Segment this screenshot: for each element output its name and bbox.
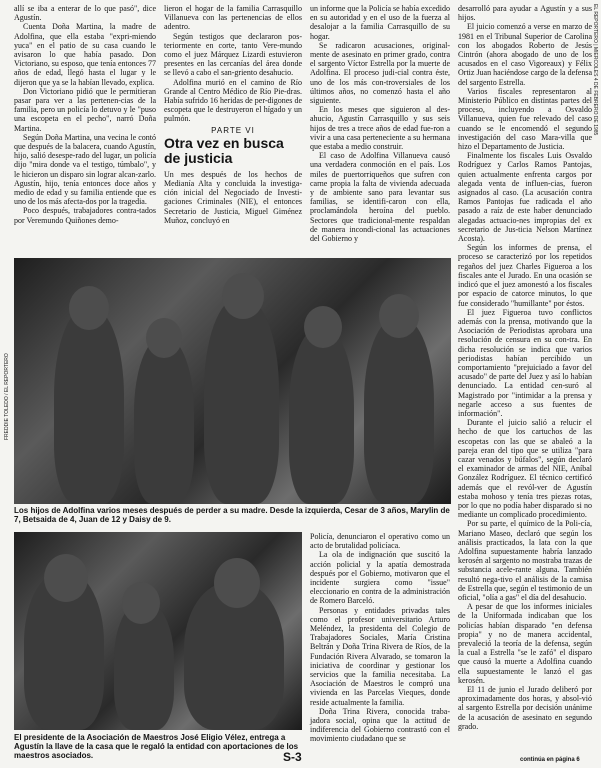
- column-3-bottom-paragraph: Doña Trina Rivera, conocida traba-jadora social, opina que la actitud de indiferencia del Gobierno contrastó con el movimiento ciudadano que se: [310, 706, 450, 744]
- column-1-text: [14, 4, 156, 225]
- column-4-paragraph: El 11 de junio el Jurado deliberó por aproximadamente dos horas, y absol-vió al sargento Estrella por decisión unánime de la acusación de asesinato en segundo grado.: [458, 685, 592, 731]
- column-4-paragraph: Finalmente los fiscales Luis Osvaldo Rodríguez y Carlos Ramos Pantojas, quien actualmente enfrenta cargos por alegada venta de influen-cias, fueron asignados al caso. (La acusación contra Ramos Pantojas fue radicada el año pasado a raíz de este haber denunciado alegadas actuacio-nes impropias del ex secretario de Jus-ticia Nelson Martínez Acosta).: [458, 151, 592, 244]
- column-3-paragraph: En los meses que siguieron al des-ahucio, Agustín Carrasquillo y sus seis hijos de tres a trece años de edad fue-ron a vivir a una casa perteneciente a su hermana que estaba a medio construir.: [310, 105, 450, 152]
- column-1-paragraph: Según Doña Martina, una vecina le contó que después de la balacera, cuando Agustín, hijo, salió desespe-rado del lugar, un policía dijo "mira donde va el testigo, túmbalo", y le hicieron un disparo sin lograr alcan-zarlo. Agustín, hijo, tenía entonces doce años y medio de edad y su familia entiende que es uno de los más afecta-dos por la tragedia.: [14, 132, 156, 207]
- column-1-paragraph: Cuenta Doña Martina, la madre de Adolfina, que ella estaba "expri-miendo yuca" en el patio de su casa cuando le avisaron lo que había pasado. Don Victoriano, su esposo, que tenía entonces 77 años de edad, llegó hasta el lugar y le dijeron que ya se la habían llevado, explica.: [14, 22, 156, 87]
- column-2-paragraph: Adolfina murió en el camino de Río Grande al Centro Médico de Río Pie-dras. Había sufrido 16 heridas de per-digones de escopeta que le destruyeron el hígado y un pulmón.: [164, 77, 302, 124]
- column-3-paragraph: un informe que la Policía se había excedido en su autoridad y en el uso de la fuerza al desalojar a la familia Carrasquillo de su hogar.: [310, 4, 450, 41]
- children-photo: [14, 258, 451, 504]
- column-2-paragraph: lieron el hogar de la familia Carrasquillo Villanueva con las pertenencias de ellos adentro.: [164, 4, 302, 32]
- column-2-after-paragraph: Un mes después de los hechos de Medianía Alta y concluida la investiga-ción inicial del Negociado de Investi-gaciones Criminales (NIE), el entonces Secretario de Justicia, Miguel Giménez Muñoz, concluyó en: [164, 169, 302, 225]
- column-1-paragraph: Don Victoriano pidió que le permitieran pasar para ver a las pertenen-cias de la familia, pero un policía lo detuvo y le "puso una escopeta en el pecho", narró Doña Martina.: [14, 86, 156, 133]
- headline: Otra vez en busca de justicia: [164, 134, 284, 166]
- column-2-text: [164, 4, 302, 225]
- column-4-paragraph: Varios fiscales representaron al Ministerio Público en distintas partes del proceso, incluyendo a Osvaldo Villanueva, quien fue relevado del caso cuando se le encomendó el segundo investigación del caso Mara-villa que hizo el Departamento de Justicia.: [458, 86, 592, 152]
- column-3-paragraph: El caso de Adolfina Villanueva causó una verdadera conmoción en el país. Los miles de puertorriqueños que sufren con carne propia la falta de vivienda adecuada y de ambiente sano para levantar sus familias, se identifi-caron con ella, proclamándola heroína del pueblo. Sectores que tradicional-mente respaldan de manera incondi-cional las actuaciones del Gobierno y: [310, 151, 450, 244]
- key-handover-caption: El presidente de la Asociación de Maestros José Eligio Vélez, entrega a Agustín la llave de la casa que le regaló la entidad con aportaciones de los maestros asociados.: [14, 733, 299, 761]
- column-4-paragraph: Por su parte, el químico de la Poli-cía, Mariano Maseo, declaró que según los análisis practicados, la lata con la que Adolfina supuestamente habría lanzado kerosén al sargento no mostraba trazas de substancia acele-rante alguna. También resultó nega-tivo el análisis de la camisa de Estrella que, según el testimonio de un oficial, "olía a gas" el día del desahucio.: [458, 519, 592, 602]
- column-3-bottom-paragraph: Personas y entidades privadas tales como el profesor universitario Arturo Meléndez, la presidenta del Colegio de Trabajadores Sociales, María Cristina Beltrán y Doña Trina Rivera de Ríos, de la Fundación Rivera Alvarado, se tomaron la iniciativa de coordinar y gestionar los servicios que la familia necesitaba. La Asociación de Maestros le compró una vivienda en las Parcelas Vieques, donde reside actualmente la familia.: [310, 605, 450, 707]
- column-2-paragraph: Según testigos que declararon pos-teriormente en corte, tanto Vere-mundo como el juez Márquez Lizardi estuvieron presentes en las cercanías del área donde se llevó a cabo el san-griento desahucio.: [164, 31, 302, 78]
- column-1-paragraph: Poco después, trabajadores contra-tados por Veremundo Quiñones demo-: [14, 206, 156, 225]
- column-4-paragraph: desarrolló para ayudar a Agustín y a sus hijos.: [458, 4, 592, 23]
- photo-credit: FREDDIE TOLEDO / EL REPORTERO: [4, 353, 10, 440]
- column-3-bottom-text: [310, 532, 450, 744]
- column-3-bottom-paragraph: La ola de indignación que suscitó la acción policial y la apatía demostrada después por el Gobierno, motivaron que el incidente surgiera como "issue" eleccionario en contra de la administración de Romero Barceló.: [310, 550, 450, 606]
- column-4-paragraph: Durante el juicio salió a relucir el hecho de que los cartuchos de las escopetas con las que se abaleó a la pareja eran del tipo que se utiliza "para cazar venados y búfalos", según declaró el examinador de armas del NIE, Aníbal González Rodríguez. El técnico certificó además que el revól-ver de Agustín estaba mohoso y tenía tres piezas rotas, por lo que no podía haber disparado si no mediante un complicado procedimiento.: [458, 418, 592, 520]
- column-3-paragraph: Se radicaron acusaciones, original-mente de asesinato en primer grado, contra el sargento Víctor Estrella por la muerte de Adolfina. El proceso judi-cial contra éste, uno de los más con-troversiales de los últimos años, no comenzó hasta el año siguiente.: [310, 40, 450, 106]
- column-4-paragraph: El juicio comenzó a verse en marzo de 1981 en el Tribunal Superior de Carolina con los abogados Roberto de Jesús Cintrón (ahora abogado de uno de los acusados en el caso Vigoreaux) y Félix Ortiz Juan haciéndose cargo de la defensa del sargento Estrella.: [458, 22, 593, 87]
- children-photo-caption: Los hijos de Adolfina varios meses después de perder a su madre. Desde la izquierda, Cesar de 3 años, Marylin de 7, Betsaida de 4, Juan de 12 y Daisy de 9.: [14, 506, 450, 525]
- column-1-paragraph: allí se iba a enterar de lo que pasó", dice Agustín.: [14, 4, 156, 23]
- section-label: PARTE VI: [211, 125, 255, 135]
- column-3-bottom-paragraph: Policía, denunciaron el operativo como un acto de brutalidad policíaca.: [310, 532, 450, 551]
- column-4-paragraph: Según los informes de prensa, el proceso se caracterizó por los repetidos regaños del juez Charles Figueroa a los fiscales ante el Jurado. En una ocasión se indicó que el juez amonestó a los fiscales por espacio de catorce minutos, lo que fue considerado "humillante" por éstos.: [458, 243, 592, 308]
- key-handover-photo: [14, 532, 302, 730]
- column-4-paragraph: A pesar de que los informes iniciales de la Uniformada indicaban que los policías habían disparado "en defensa propia" y no de manera accidental, prevaleció la teoría de la defensa, según la cual a Estrella "se le zafó" el disparo que causó la muerte a Adolfina cuando ella supuestamente le lanzó el gas kerosén.: [458, 602, 592, 685]
- continued-note: continúa en página 6: [520, 757, 580, 763]
- column-4-text: [458, 4, 592, 731]
- page-number: S-3: [283, 750, 302, 764]
- column-4-paragraph: El juez Figueroa tuvo conflictos además con la prensa, motivando que la Asociación de Periodistas aprobara una resolución de censura en su con-tra. En dicha resolución se indica que varios periodistas habían percibido un comportamiento "prejuiciado a favor del acusado" de parte del Juez y así lo habían denunciado. La entidad cen-suró al Magistrado por "intimidar a la prensa y negarle acceso a sus fuentes de información".: [458, 307, 592, 418]
- side-header: EL REPORTERO | MIERCOLES 4 DE FEBRERO DE 1985: [592, 4, 598, 136]
- column-3-text: [310, 4, 450, 243]
